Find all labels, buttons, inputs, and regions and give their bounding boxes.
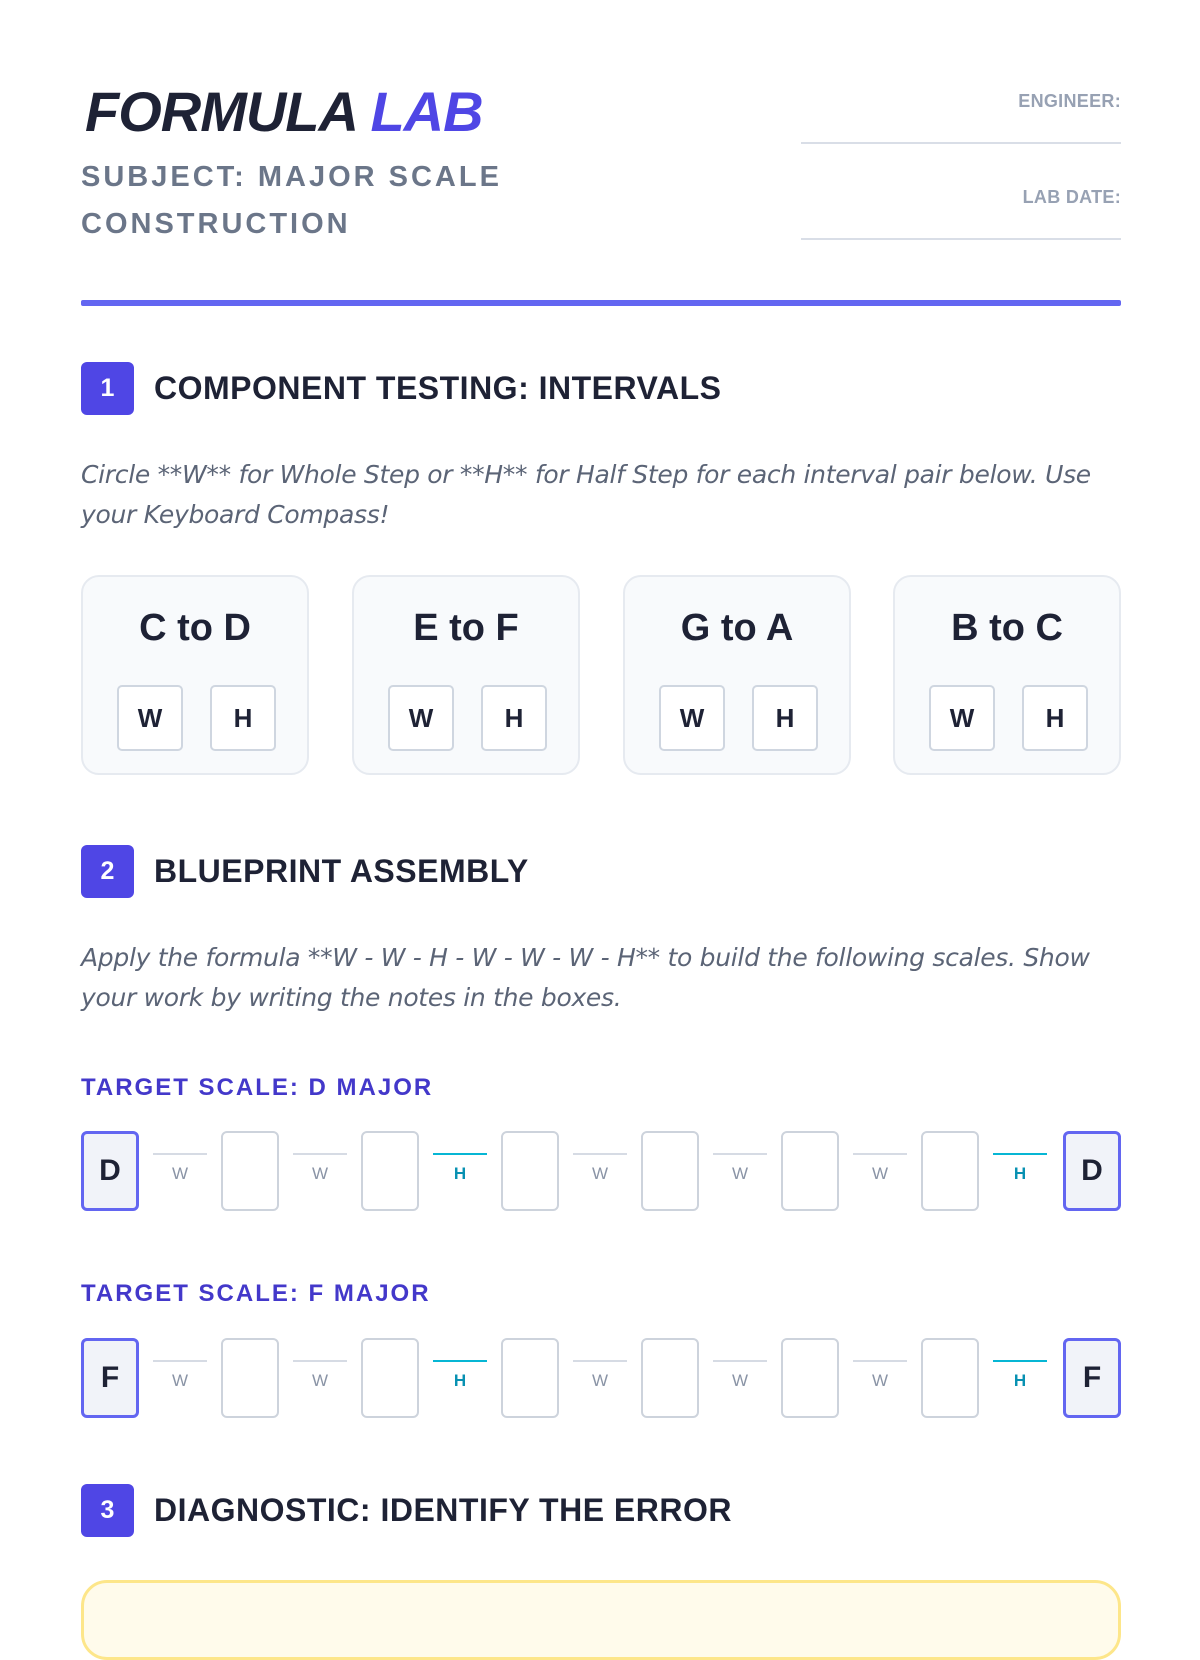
interval-card xyxy=(81,575,309,775)
whole-step-connector xyxy=(293,1153,347,1184)
section-title: COMPONENT TESTING: INTERVALS xyxy=(154,370,722,406)
given-note-box: D xyxy=(1063,1131,1121,1211)
step-label: W xyxy=(311,1371,329,1390)
interval-pair: B to C xyxy=(951,607,1063,649)
step-label: W xyxy=(591,1164,609,1183)
interval-card xyxy=(893,575,1121,775)
scale-label: TARGET SCALE: F MAJOR xyxy=(81,1280,431,1307)
scale-row xyxy=(81,1338,1121,1420)
note-entry-box[interactable] xyxy=(921,1338,979,1418)
interval-pair: C to D xyxy=(139,607,251,649)
note-entry-box[interactable] xyxy=(501,1338,559,1418)
step-line xyxy=(433,1360,487,1362)
step-line xyxy=(153,1360,207,1362)
step-label: W xyxy=(311,1164,329,1183)
whole-step-option[interactable]: W xyxy=(659,685,725,751)
step-label: H xyxy=(453,1371,467,1390)
note-entry-box[interactable] xyxy=(641,1338,699,1418)
section-number-badge: 3 xyxy=(81,1484,134,1537)
note-entry-box[interactable] xyxy=(781,1131,839,1211)
note-entry-box[interactable] xyxy=(361,1338,419,1418)
step-label: W xyxy=(171,1371,189,1390)
engineer-write-line[interactable] xyxy=(801,142,1121,144)
step-line xyxy=(853,1360,907,1362)
step-label: W xyxy=(591,1371,609,1390)
section-number-badge: 1 xyxy=(81,362,134,415)
half-step-connector xyxy=(993,1360,1047,1391)
whole-step-connector xyxy=(153,1153,207,1184)
whole-step-connector xyxy=(573,1360,627,1391)
header-divider xyxy=(81,300,1121,306)
note-entry-box[interactable] xyxy=(221,1131,279,1211)
step-label: H xyxy=(453,1164,467,1183)
note-entry-box[interactable] xyxy=(641,1131,699,1211)
step-label: H xyxy=(1013,1164,1027,1183)
whole-step-connector xyxy=(713,1153,767,1184)
step-label: W xyxy=(871,1164,889,1183)
page-title xyxy=(85,80,483,143)
note-entry-box[interactable] xyxy=(501,1131,559,1211)
step-line xyxy=(433,1153,487,1155)
half-step-option[interactable]: H xyxy=(1022,685,1088,751)
step-line xyxy=(573,1360,627,1362)
note-entry-box[interactable] xyxy=(221,1338,279,1418)
note-entry-box[interactable] xyxy=(361,1131,419,1211)
interval-pair: G to A xyxy=(680,607,794,649)
section-title: DIAGNOSTIC: IDENTIFY THE ERROR xyxy=(154,1492,732,1528)
step-label: W xyxy=(171,1164,189,1183)
section-title: BLUEPRINT ASSEMBLY xyxy=(154,853,529,889)
subject-line: SUBJECT: MAJOR SCALE CONSTRUCTION xyxy=(81,161,502,240)
half-step-connector xyxy=(433,1360,487,1391)
interval-card xyxy=(623,575,851,775)
note-entry-box[interactable] xyxy=(781,1338,839,1418)
step-line xyxy=(153,1153,207,1155)
lab-date-write-line[interactable] xyxy=(801,238,1121,240)
section-1-instructions: Circle **W** for Whole Step or **H** for Half Step for each interval pair below. Use your Keyboard Compass! xyxy=(81,460,1091,529)
given-note-box: F xyxy=(1063,1338,1121,1418)
scale-row xyxy=(81,1131,1121,1213)
interval-card xyxy=(352,575,580,775)
title-main: FORMULA xyxy=(85,80,356,143)
diagnostic-box xyxy=(81,1580,1121,1660)
step-line xyxy=(293,1153,347,1155)
half-step-connector xyxy=(993,1153,1047,1184)
step-label: H xyxy=(1013,1371,1027,1390)
whole-step-connector xyxy=(853,1360,907,1391)
lab-date-label: LAB DATE: xyxy=(1022,187,1121,207)
engineer-field[interactable] xyxy=(801,91,1121,144)
whole-step-option[interactable]: W xyxy=(929,685,995,751)
whole-step-connector xyxy=(713,1360,767,1391)
section-2-instructions: Apply the formula **W - W - H - W - W - W - H** to build the following scales. Show your work by writing the notes in the boxes. xyxy=(81,943,1090,1012)
step-label: W xyxy=(871,1371,889,1390)
whole-step-connector xyxy=(853,1153,907,1184)
scale-label: TARGET SCALE: D MAJOR xyxy=(81,1074,434,1101)
step-line xyxy=(293,1360,347,1362)
title-accent: LAB xyxy=(370,80,483,143)
step-line xyxy=(993,1360,1047,1362)
interval-cards xyxy=(81,575,1121,777)
given-note-box: D xyxy=(81,1131,139,1211)
step-line xyxy=(853,1153,907,1155)
section-number-badge: 2 xyxy=(81,845,134,898)
whole-step-connector xyxy=(573,1153,627,1184)
step-line xyxy=(713,1153,767,1155)
step-line xyxy=(993,1153,1047,1155)
step-label: W xyxy=(731,1164,749,1183)
half-step-option[interactable]: H xyxy=(210,685,276,751)
whole-step-connector xyxy=(153,1360,207,1391)
lab-date-field[interactable] xyxy=(801,187,1121,240)
step-label: W xyxy=(731,1371,749,1390)
whole-step-option[interactable]: W xyxy=(117,685,183,751)
whole-step-connector xyxy=(293,1360,347,1391)
interval-pair: E to F xyxy=(413,607,519,649)
step-line xyxy=(573,1153,627,1155)
step-line xyxy=(713,1360,767,1362)
engineer-label: ENGINEER: xyxy=(1018,91,1121,111)
given-note-box: F xyxy=(81,1338,139,1418)
half-step-connector xyxy=(433,1153,487,1184)
note-entry-box[interactable] xyxy=(921,1131,979,1211)
whole-step-option[interactable]: W xyxy=(388,685,454,751)
half-step-option[interactable]: H xyxy=(481,685,547,751)
half-step-option[interactable]: H xyxy=(752,685,818,751)
